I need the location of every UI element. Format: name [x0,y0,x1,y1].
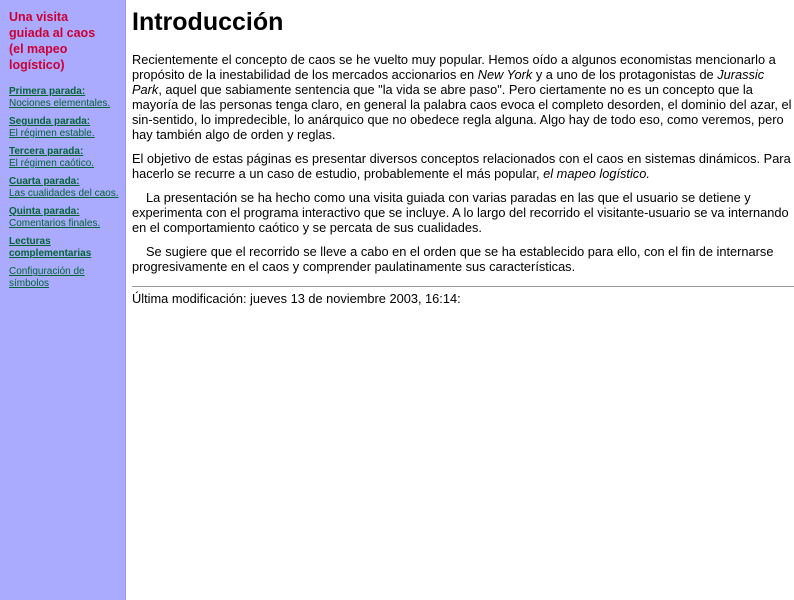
divider [132,286,794,287]
p1-text-c: , aquel que sabiamente sentencia que "la vida se abre paso". Pero ciertamente no es un concepto que la mayoría de las personas tenga claro, en general la palabra caos evoca el completo desorden, el dominio del azar, el sin-sentido, lo impredecible, lo anárquico que no obedece regla alguna. Algo hay de todo eso, como veremos, pero hay también algo de orden y reglas. [132,82,792,142]
nav-item-desc[interactable]: Nociones elementales. [9,98,111,109]
p1-text-b: y a uno de los protagonistas de [532,67,718,82]
last-modified: Última modificación: jueves 13 de noviembre 2003, 16:14: [132,291,461,306]
nav-item-desc[interactable]: El régimen estable. [9,128,95,139]
intro-paragraph-4: Se sugiere que el recorrido se lleve a cabo en el orden que se ha establecido para ello, con el fin de internarse progresivamente en el caos y comprender paulatinamente sus características. [132,244,774,274]
nav-item-quinta-parada[interactable] [9,206,125,230]
nav-item-head[interactable]: Tercera parada: [9,146,84,157]
p1-text-a: Recientemente el concepto de caos se he vuelto muy popular. Hemos oído a algunos economistas mencionarlo a propósito de la inestabilidad de los mercados accionarios en [132,52,776,82]
nav-item-head[interactable]: Segunda parada: [9,116,91,127]
site-title: Una visita guiada al caos (el mapeo logístico) [9,10,96,72]
p1-new-york: New York [477,67,533,82]
nav-item-head[interactable]: Quinta parada: [9,206,80,217]
nav-item-lecturas[interactable] [9,236,125,260]
sidebar [0,0,126,600]
p2-mapeo-logistico: el mapeo logístico. [543,166,650,181]
intro-paragraph-1 [132,52,794,142]
nav-item-cuarta-parada[interactable] [9,176,125,200]
nav-item-head[interactable]: Primera parada: [9,86,86,97]
nav-item-desc[interactable]: El régimen caótico. [9,158,95,169]
nav-item-desc[interactable]: Las cualidades del caos. [9,188,119,199]
intro-paragraph-3: La presentación se ha hecho como una visita guiada con varias paradas en las que el usuario se detiene y experimenta con el programa interactivo que se incluye. A lo largo del recorrido el visitante-usuario se va internando en el comportamiento caótico y se percata de sus cualidades. [132,190,789,235]
nav-item-configuracion[interactable] [9,266,125,290]
nav-item-segunda-parada[interactable] [9,116,125,140]
p1-jurassic-park: Jurassic Park [132,67,765,97]
p2-text-a: El objetivo de estas páginas es presentar diversos conceptos relacionados con el caos en sistemas dinámicos. Para hacerlo se recurre a un caso de estudio, probablemente el más popular, [132,151,791,181]
main-content [132,0,794,306]
nav-item-head[interactable]: Cuarta parada: [9,176,80,187]
configuracion-simbolos-link[interactable]: Configuración de símbolos [9,266,85,289]
nav-item-desc[interactable]: Comentarios finales. [9,218,101,229]
lecturas-complementarias-link[interactable]: Lecturas complementarias [9,236,92,259]
nav-item-tercera-parada[interactable] [9,146,125,170]
page-title: Introducción [132,8,284,36]
nav-item-primera-parada[interactable] [9,86,125,110]
intro-paragraph-2 [132,151,794,181]
